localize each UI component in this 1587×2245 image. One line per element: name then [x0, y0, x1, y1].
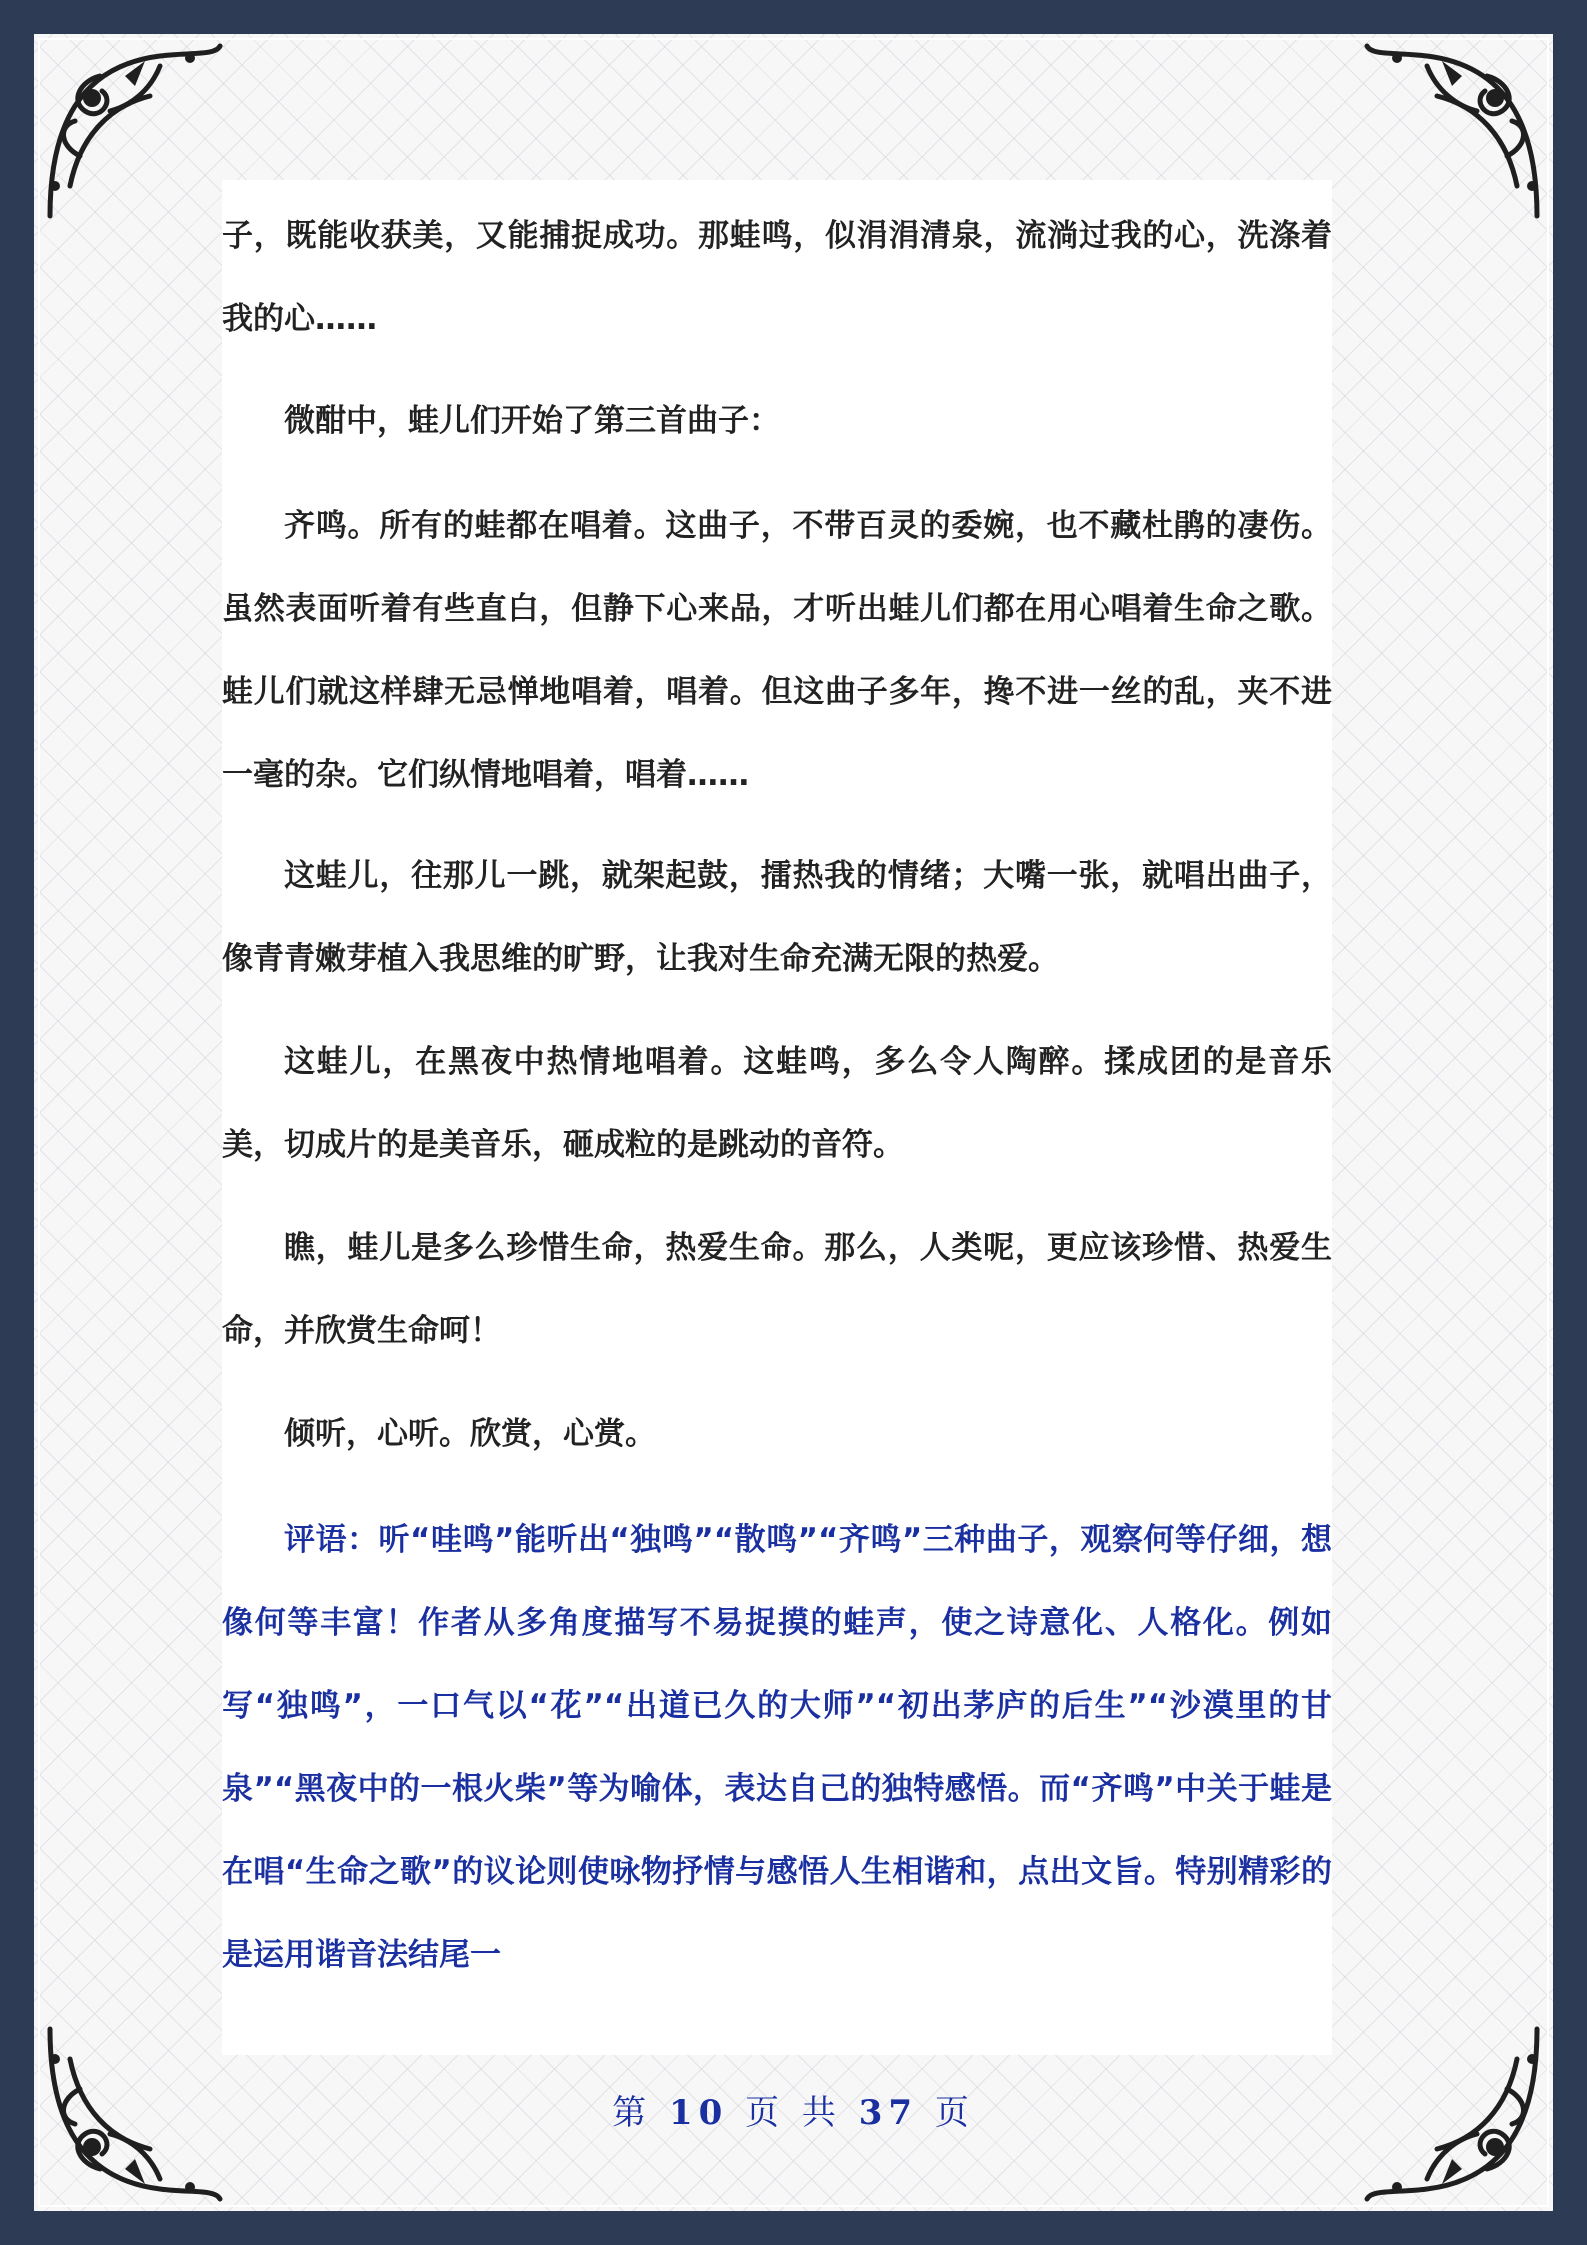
- paragraph: 瞧，蛙儿是多么珍惜生命，热爱生命。那么，人类呢，更应该珍惜、热爱生命，并欣赏生命呵！: [222, 1230, 1332, 1349]
- footer-suffix: 页: [934, 2093, 975, 2133]
- page-footer: [0, 2085, 1587, 2134]
- total-page-number: 37: [858, 2093, 919, 2133]
- paragraph: 这蛙儿，往那儿一跳，就架起鼓，擂热我的情绪；大嘴一张，就唱出曲子，像青青嫩芽植入我思维的旷野，让我对生命充满无限的热爱。: [222, 858, 1332, 977]
- footer-middle: 页 共: [745, 2093, 842, 2133]
- paragraph: 齐鸣。所有的蛙都在唱着。这曲子，不带百灵的委婉，也不藏杜鹃的凄伤。虽然表面听着有些直白，但静下心来品，才听出蛙儿们都在用心唱着生命之歌。蛙儿们就这样肆无忌惮地唱着，唱着。但这曲子多年，搀不进一丝的乱，夹不进一毫的杂。它们纵情地唱着，唱着……: [222, 508, 1332, 793]
- corner-ornament-icon: [1357, 36, 1547, 226]
- footer-prefix: 第: [612, 2093, 653, 2133]
- paragraph: 子，既能收获美，又能捕捉成功。那蛙鸣，似涓涓清泉，流淌过我的心，洗涤着我的心……: [222, 218, 1332, 337]
- comment-paragraph: 评语：听“哇鸣”能听出“独鸣”“散鸣”“齐鸣”三种曲子，观察何等仔细，想像何等丰富！作者从多角度描写不易捉摸的蛙声，使之诗意化、人格化。例如写“独鸣”，一口气以“花”“出道已久的大师”“初出茅庐的后生”“沙漠里的甘泉”“黑夜中的一根火柴”等为喻体，表达自己的独特感悟。而“齐鸣”中关于蛙是在唱“生命之歌”的议论则使咏物抒情与感悟人生相谐和，点出文旨。特别精彩的是运用谐音法结尾一: [222, 1522, 1332, 1973]
- paragraph: 微酣中，蛙儿们开始了第三首曲子：: [284, 403, 780, 439]
- corner-ornament-icon: [40, 36, 230, 226]
- current-page-number: 10: [668, 2093, 729, 2133]
- paragraph: 倾听，心听。欣赏，心赏。: [284, 1416, 656, 1452]
- paragraph: 这蛙儿，在黑夜中热情地唱着。这蛙鸣，多么令人陶醉。揉成团的是音乐美，切成片的是美音乐，砸成粒的是跳动的音符。: [222, 1044, 1332, 1163]
